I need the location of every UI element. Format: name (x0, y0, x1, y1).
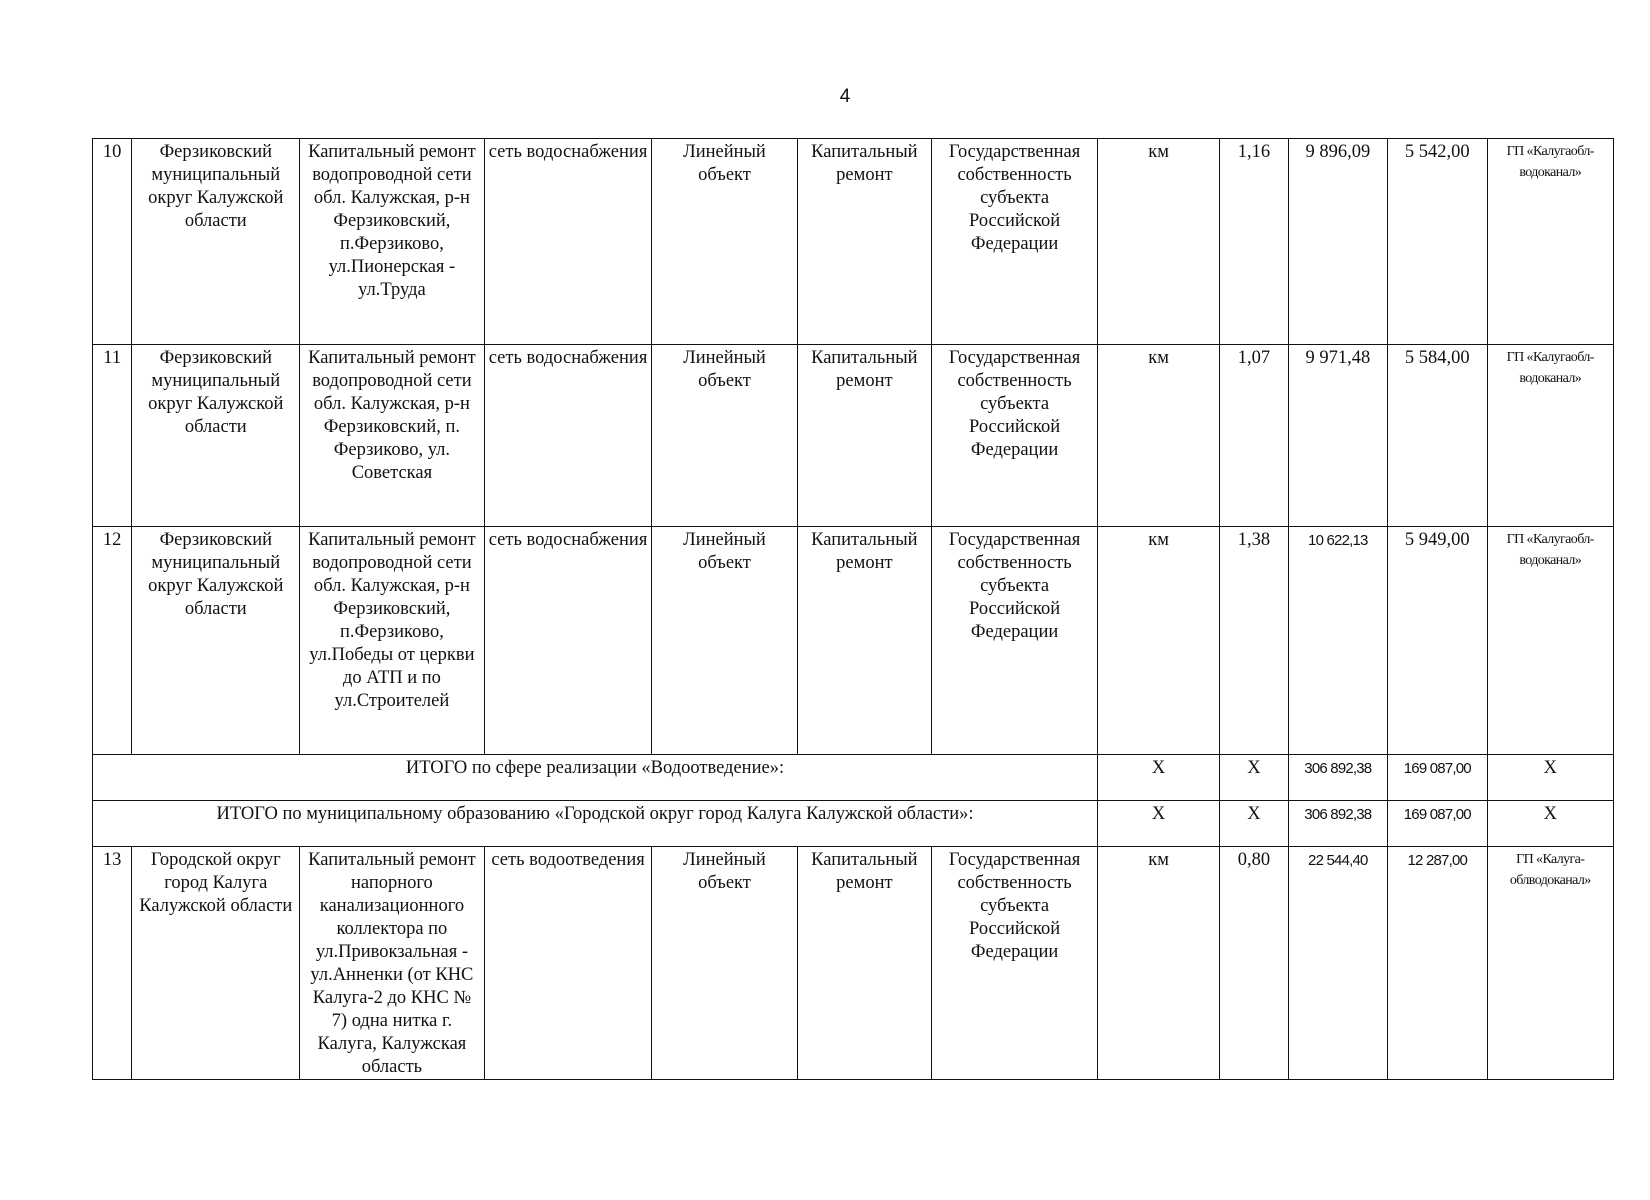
object-name-cell: Капитальный ремонт напорного канализационного коллектора по ул.Привокзальная - ул.Анненки (от КНС Калуга-2 до КНС № 7) одна нитка г. Калуга, Калужская область (300, 847, 484, 1080)
ownership-cell: Государственная собственность субъекта Российской Федерации (932, 139, 1098, 345)
organization-cell: ГП «Калуга-облводоканал» (1487, 847, 1614, 1080)
row-number: 13 (93, 847, 132, 1080)
organization-cell: ГП «Калугаобл-водоканал» (1487, 345, 1614, 527)
work-type-cell: Капитальный ремонт (797, 847, 932, 1080)
quantity-cell: 1,07 (1220, 345, 1288, 527)
network-cell: сеть водоснабжения (484, 345, 652, 527)
total-organization-cell: Х (1487, 801, 1614, 847)
page-number: 4 (839, 86, 851, 107)
municipality-cell: Ферзиковский муниципальный округ Калужской области (132, 139, 300, 345)
municipality-cell: Городской округ город Калуга Калужской области (132, 847, 300, 1080)
total-municipal-row (93, 801, 1614, 847)
unit-cell: км (1097, 345, 1219, 527)
object-name-cell: Капитальный ремонт водопроводной сети обл. Калужская, р-н Ферзиковский, п. Ферзиково, ул. Советская (300, 345, 484, 527)
table-row (93, 345, 1614, 527)
cost-total-cell: 22 544,40 (1288, 847, 1387, 1080)
municipality-cell: Ферзиковский муниципальный округ Калужской области (132, 345, 300, 527)
row-number: 12 (93, 527, 132, 755)
object-type-cell: Линейный объект (652, 527, 797, 755)
cost-budget-cell: 5 949,00 (1388, 527, 1487, 755)
total-sphere-label: ИТОГО по сфере реализации «Водоотведение»: (93, 755, 1098, 801)
table-row (93, 139, 1614, 345)
object-name-cell: Капитальный ремонт водопроводной сети обл. Калужская, р-н Ферзиковский, п.Ферзиково, ул.Победы от церкви до АТП и по ул.Строителей (300, 527, 484, 755)
ownership-cell: Государственная собственность субъекта Российской Федерации (932, 527, 1098, 755)
organization-cell: ГП «Калугаобл-водоканал» (1487, 527, 1614, 755)
network-cell: сеть водоотведения (484, 847, 652, 1080)
object-name-cell: Капитальный ремонт водопроводной сети обл. Калужская, р-н Ферзиковский, п.Ферзиково, ул.Пионерская - ул.Труда (300, 139, 484, 345)
total-cost-total-cell: 306 892,38 (1288, 755, 1387, 801)
unit-cell: км (1097, 527, 1219, 755)
total-quantity-cell: Х (1220, 755, 1288, 801)
work-type-cell: Капитальный ремонт (797, 527, 932, 755)
total-sphere-row (93, 755, 1614, 801)
total-cost-budget-cell: 169 087,00 (1388, 755, 1487, 801)
object-type-cell: Линейный объект (652, 139, 797, 345)
total-unit-cell: Х (1097, 801, 1219, 847)
cost-total-cell: 9 896,09 (1288, 139, 1387, 345)
total-quantity-cell: Х (1220, 801, 1288, 847)
network-cell: сеть водоснабжения (484, 139, 652, 345)
cost-budget-cell: 5 542,00 (1388, 139, 1487, 345)
work-type-cell: Капитальный ремонт (797, 139, 932, 345)
cost-total-cell: 10 622,13 (1288, 527, 1387, 755)
table-row (93, 527, 1614, 755)
unit-cell: км (1097, 139, 1219, 345)
table-row (93, 847, 1614, 1080)
total-unit-cell: Х (1097, 755, 1219, 801)
row-number: 11 (93, 345, 132, 527)
ownership-cell: Государственная собственность субъекта Российской Федерации (932, 345, 1098, 527)
work-type-cell: Капитальный ремонт (797, 345, 932, 527)
quantity-cell: 1,38 (1220, 527, 1288, 755)
objects-table (92, 138, 1614, 1080)
row-number: 10 (93, 139, 132, 345)
object-type-cell: Линейный объект (652, 847, 797, 1080)
network-cell: сеть водоснабжения (484, 527, 652, 755)
cost-budget-cell: 5 584,00 (1388, 345, 1487, 527)
total-municipal-label: ИТОГО по муниципальному образованию «Городской округ город Калуга Калужской области»: (93, 801, 1098, 847)
ownership-cell: Государственная собственность субъекта Российской Федерации (932, 847, 1098, 1080)
quantity-cell: 0,80 (1220, 847, 1288, 1080)
total-cost-budget-cell: 169 087,00 (1388, 801, 1487, 847)
total-organization-cell: Х (1487, 755, 1614, 801)
municipality-cell: Ферзиковский муниципальный округ Калужской области (132, 527, 300, 755)
organization-cell: ГП «Калугаобл-водоканал» (1487, 139, 1614, 345)
total-cost-total-cell: 306 892,38 (1288, 801, 1387, 847)
object-type-cell: Линейный объект (652, 345, 797, 527)
cost-budget-cell: 12 287,00 (1388, 847, 1487, 1080)
quantity-cell: 1,16 (1220, 139, 1288, 345)
unit-cell: км (1097, 847, 1219, 1080)
cost-total-cell: 9 971,48 (1288, 345, 1387, 527)
